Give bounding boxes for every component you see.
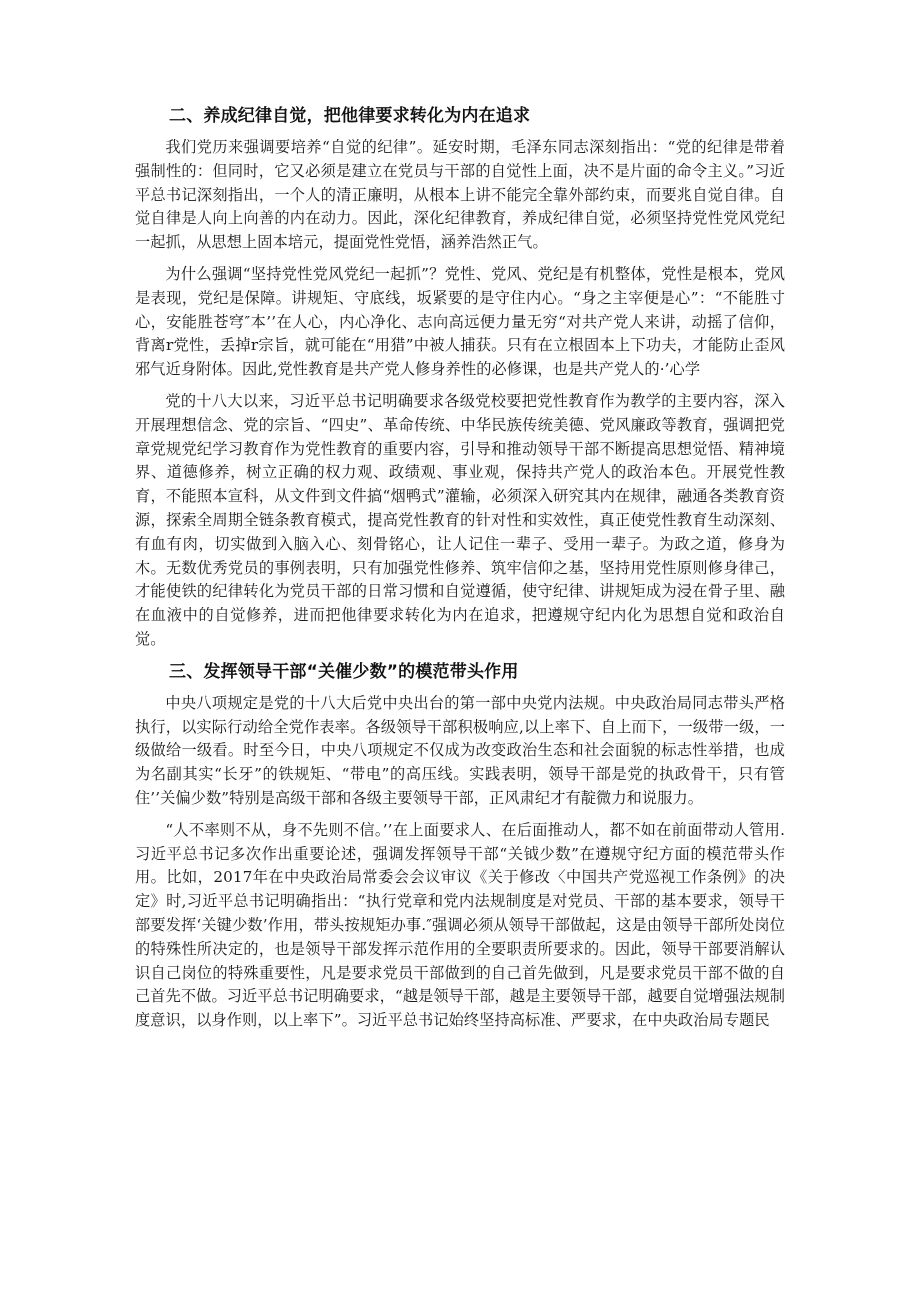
- section-2-paragraph-3: 党的十八大以来，习近平总书记明确要求各级党校要把党性教育作为教学的主要内容，深入开展理想信念、党的宗旨、“四史”、革命传统、中华民族传统美德、党风廉政等教育，强调把党章党规党纪学习教育作为党性教育的重要内容，引导和推动领导干部不断提高思想觉悟、精神境界、道德修养，树立正确的权力观、政绩观、事业观，保持共产党人的政治本色。开展党性教育，不能照本宣科，从文件到文件搞“烟鸭式”灌输，必须深入研究其内在规律，融通各类教育资源，探索全周期全链条教育模式，提高党性教育的针对性和实效性，真正使党性教育生动深刻、有血有肉，切实做到入脑入心、刻骨铭心，让人记住一辈子、受用一辈子。为政之道，修身为木。无数优秀党员的事例表明，只有加强党性修养、筑牢信仰之基，坚持用党性原则修身律己，才能使铁的纪律转化为党员干部的日常习惯和自觉遵循，使守纪律、讲规矩成为浸在骨子里、融在血液中的自觉修养，进而把他律要求转化为内在追求，把遵规守纪内化为思想自觉和政治自觉。: [135, 391, 785, 648]
- section-3-paragraph-1: 中央八项规定是党的十八大后党中央出台的第一部中央党内法规。中央政治局同志带头严格执行，以实际行动给全党作表率。各级领导干部积极响应,以上率下、自上而下，一级带一级，一级做给一级看。时至今日，中央八项规定不仅成为改变政治生态和社会面貌的标志性举措，也成为名副其实“长牙”的铁规矩、“带电”的高压线。实践表明，领导干部是党的执政骨干，只有管住’’关偏少数”特别是高级干部和各级主要领导干部，正风肃纪才有靛微力和说服力。: [135, 693, 785, 807]
- section-3-paragraph-2: “人不率则不从，身不先则不信。’’在上面要求人、在后面推动人，都不如在前面带动人管用.习近平总书记多次作出重要论述，强调发挥领导干部“关钺少数”在遵规守纪方面的模范带头作用。比如，2017年在中央政治局常委会会议审议《关于修改〈中国共产党巡视工作条例》的决定》时,习近平总书记明确指出：“执行党章和党内法规制度是对党员、干部的基本要求，领导干部要发挥‘关键少数’作用，带头按规矩办事.″强调必须从领导干部做起，这是由领导干部所处岗位的特殊性所决定的，也是领导干部发挥示范作用的全要职责所要求的。因此，领导干部要消解认识自己岗位的特殊重要性，凡是要求党员干部做到的自己首先做到，凡是要求党员干部不做的自己首先不做。习近平总书记明确要求，“越是领导干部，越是主要领导干部，越要自觉增强法规制度意识，以身作则，以上率下”。习近平总书记始终坚持高标准、严要求，在中央政治局专题民: [135, 820, 785, 1030]
- section-3-heading: 三、发挥领导干部“关催少数”的模范带头作用: [169, 661, 519, 682]
- section-2-paragraph-2: 为什么强调“坚持党性党风党纪一起抓”？党性、党风、党纪是有机整体，党性是根本，党风是表现，党纪是保障。讲规矩、守底线，坂紧要的是守住内心。“身之主宰便是心”：“不能胜寸心，安能胜苍穹″本’’在人心，内心净化、志向高远便力量无穷“对共产党人来讲，动摇了信仰，背离r党性，丢掉r宗旨，就可能在“用猎”中被人捕获。只有在立根固本上下功夫，才能防止歪风邪气近身附体。因此,党性教育是共产党人修身养性的必修课，也是共产党人的·’心学: [135, 264, 785, 379]
- section-2-paragraph-1: 我们党历来强调要培养“自觉的纪律”。延安时期，毛泽东同志深刻指出：“党的纪律是带着强制性的：但同时，它又必须是建立在党员与干部的自觉性上面，决不是片面的命令主义。”习近平总书记深刻指出，一个人的清正廉明，从根本上讲不能完全靠外部约束，而要兆自觉自律。自觉自律是人向上向善的内在动力。因此，深化纪律教育，养成纪律自觉，必须坚持党性党风党纪一起抓，从思想上固本培元，提面党性党悟，涵养浩然正气。: [135, 138, 785, 252]
- document-page: [135, 104, 785, 1041]
- section-2-heading: 二、养成纪律自觉，把他律要求转化为内在追求: [169, 106, 531, 126]
